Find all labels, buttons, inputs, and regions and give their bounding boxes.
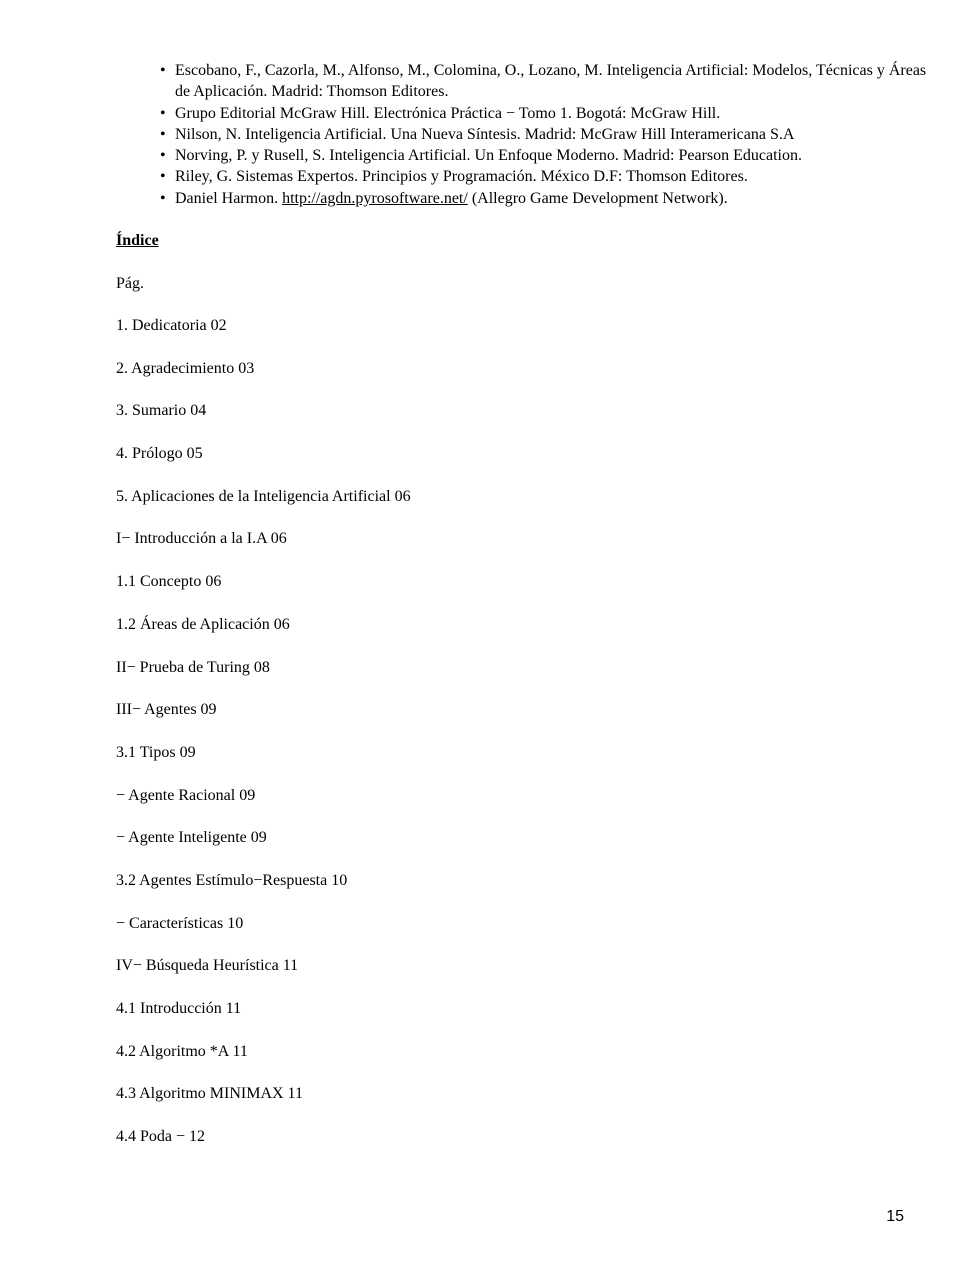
reference-author: Daniel Harmon. — [175, 189, 283, 207]
toc-entry: 1.1 Concepto 06 — [116, 573, 222, 591]
index-heading: Índice — [116, 232, 159, 249]
toc-entry: 4. Prólogo 05 — [116, 445, 203, 463]
toc-entry: 4.1 Introducción 11 — [116, 1000, 242, 1017]
table-of-contents — [116, 315, 411, 1169]
toc-entry: − Agente Inteligente 09 — [116, 829, 267, 847]
toc-entry: 4.2 Algoritmo *A 11 — [116, 1042, 248, 1060]
reference-list — [160, 60, 930, 209]
toc-entry: − Agente Racional 09 — [116, 786, 256, 804]
reference-item: • Nilson, N. Inteligencia Artificial. Una Nueva Síntesis. Madrid: McGraw Hill Interamericana S.A — [160, 124, 930, 145]
page-column-label: Pág. — [116, 275, 144, 292]
toc-entry: 3.2 Agentes Estímulo−Respuesta 10 — [116, 871, 348, 889]
reference-link[interactable]: http://agdn.pyrosoftware.net/ — [282, 189, 468, 207]
toc-entry: 1. Dedicatoria 02 — [116, 317, 227, 334]
reference-item: • Norving, P. y Rusell, S. Inteligencia Artificial. Un Enfoque Moderno. Madrid: Pearson Education. — [160, 145, 930, 166]
toc-entry: 3. Sumario 04 — [116, 402, 207, 420]
reference-item — [160, 188, 930, 209]
toc-entry: 5. Aplicaciones de la Inteligencia Artificial 06 — [116, 487, 411, 505]
toc-entry: III− Agentes 09 — [116, 701, 217, 719]
reference-item: • Grupo Editorial McGraw Hill. Electrónica Práctica − Tomo 1. Bogotá: McGraw Hill. — [160, 103, 930, 124]
toc-entry: I− Introducción a la I.A 06 — [116, 530, 287, 548]
reference-suffix: (Allegro Game Development Network). — [467, 189, 728, 207]
toc-entry: IV− Búsqueda Heurística 11 — [116, 957, 299, 975]
reference-item: • Riley, G. Sistemas Expertos. Principios y Programación. México D.F: Thomson Editores. — [160, 166, 930, 187]
toc-entry: 1.2 Áreas de Aplicación 06 — [116, 615, 290, 633]
reference-item: • Escobano, F., Cazorla, M., Alfonso, M., Colomina, O., Lozano, M. Inteligencia Artificial: Modelos, Técnicas y Áreas de Aplicación. Madrid: Thomson Editores. — [160, 60, 930, 103]
toc-entry: 3.1 Tipos 09 — [116, 743, 196, 761]
toc-entry: 4.4 Poda − 12 — [116, 1128, 206, 1146]
toc-entry: 2. Agradecimiento 03 — [116, 359, 255, 377]
toc-entry: II− Prueba de Turing 08 — [116, 658, 270, 676]
page-number: 15 — [886, 1208, 904, 1225]
toc-entry: − Características 10 — [116, 914, 244, 932]
toc-entry: 4.3 Algoritmo MINIMAX 11 — [116, 1085, 303, 1103]
